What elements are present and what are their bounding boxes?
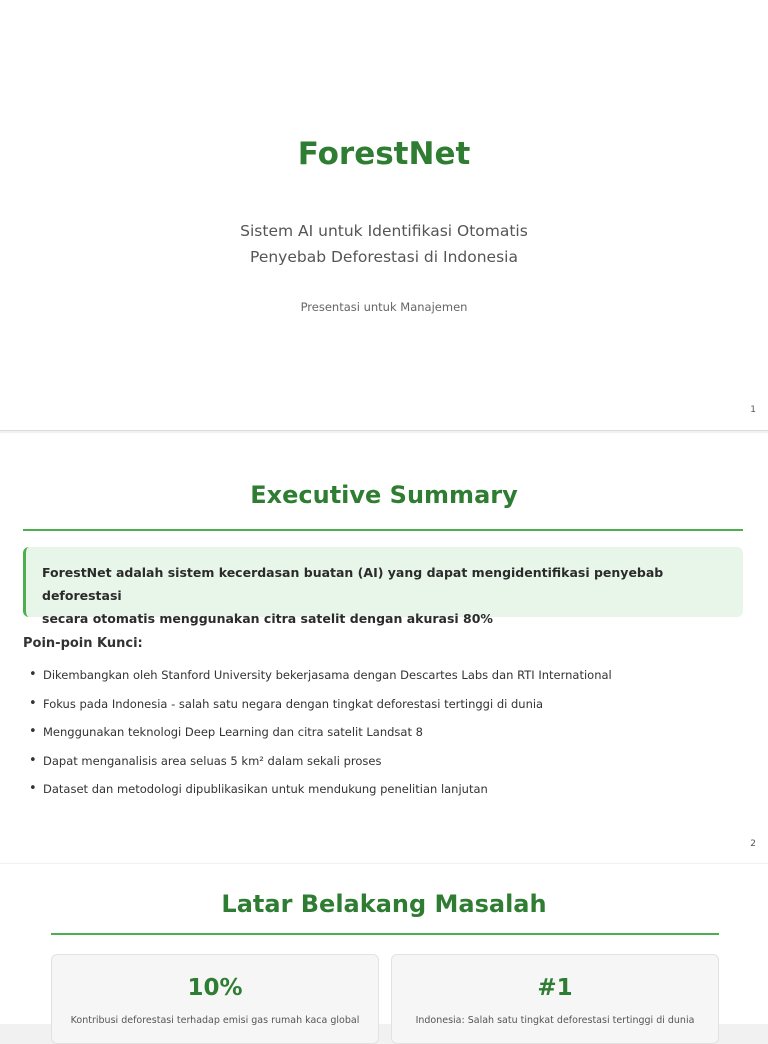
key-points-list bbox=[29, 663, 612, 806]
list-item: • Dataset dan metodologi dipublikasikan untuk mendukung penelitian lanjutan bbox=[29, 777, 612, 806]
executive-summary-slide bbox=[0, 433, 768, 863]
stat-description: Kontribusi deforestasi terhadap emisi gas rumah kaca global bbox=[70, 1015, 360, 1026]
list-item: • Dikembangkan oleh Stanford University bekerjasama dengan Descartes Labs dan RTI International bbox=[29, 663, 612, 692]
list-item: • Menggunakan teknologi Deep Learning dan citra satelit Landsat 8 bbox=[29, 720, 612, 749]
stat-card bbox=[51, 954, 379, 1044]
summary-callout bbox=[23, 547, 743, 626]
slide-number: 2 bbox=[750, 839, 756, 849]
stat-value: #1 bbox=[537, 975, 573, 1001]
list-item: • Dapat menganalisis area seluas 5 km² dalam sekali proses bbox=[29, 749, 612, 778]
slide-heading: Latar Belakang Masalah bbox=[221, 890, 547, 918]
background-problem-slide bbox=[0, 864, 768, 1024]
presentation-title: ForestNet bbox=[297, 136, 471, 172]
subtitle-line-2: Penyebab Deforestasi di Indonesia bbox=[250, 248, 518, 266]
subtitle-line-1: Sistem AI untuk Identifikasi Otomatis bbox=[240, 222, 528, 240]
list-item: • Fokus pada Indonesia - salah satu negara dengan tingkat deforestasi tertinggi di dunia bbox=[29, 692, 612, 721]
stat-description: Indonesia: Salah satu tingkat deforestasi tertinggi di dunia bbox=[415, 1015, 695, 1026]
summary-line-2: secara otomatis menggunakan citra satelit dengan akurasi 80% bbox=[42, 611, 493, 626]
presenter-note: Presentasi untuk Manajemen bbox=[300, 300, 468, 314]
presentation-subtitle bbox=[0, 218, 768, 270]
summary-line-1: ForestNet adalah sistem kecerdasan buatan (AI) yang dapat mengidentifikasi penyebab deforestasi bbox=[42, 565, 664, 603]
heading-divider bbox=[23, 529, 743, 531]
stat-value: 10% bbox=[187, 975, 243, 1001]
slide-number: 1 bbox=[750, 405, 756, 415]
slide-heading: Executive Summary bbox=[250, 481, 518, 509]
stat-card bbox=[391, 954, 719, 1044]
heading-divider bbox=[51, 933, 719, 935]
title-slide bbox=[0, 0, 768, 431]
key-points-title: Poin-poin Kunci: bbox=[23, 636, 143, 651]
